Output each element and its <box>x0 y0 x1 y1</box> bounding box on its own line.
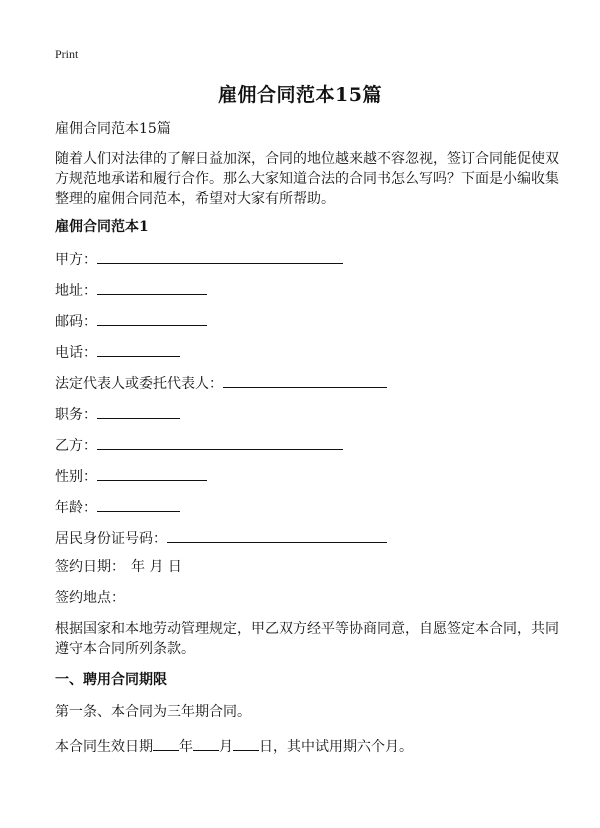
field-label: 性别： <box>55 469 97 485</box>
document-subtitle: 雇佣合同范本15篇 <box>55 121 171 137</box>
fill-in-blank <box>167 526 387 543</box>
field-label: 签约地点： <box>55 590 125 606</box>
effective-year: 年 <box>179 739 193 755</box>
chapter-heading: 一、聘用合同期限 <box>55 672 167 688</box>
fill-in-blank <box>97 247 343 264</box>
print-link[interactable]: Print <box>55 47 79 61</box>
field-sign-date <box>55 557 182 577</box>
fill-in-blank <box>97 464 207 481</box>
article-1: 第一条、本合同为三年期合同。 <box>55 704 251 720</box>
fill-in-blank <box>97 278 207 295</box>
field-postcode <box>55 309 207 332</box>
field-label: 签约日期： <box>55 559 125 575</box>
fill-in-blank <box>153 734 179 751</box>
effective-month: 月 <box>219 739 233 755</box>
fill-in-blank <box>223 371 387 388</box>
field-label: 年龄： <box>55 500 97 516</box>
field-gender <box>55 464 207 487</box>
fill-in-blank <box>97 402 180 419</box>
intro-paragraph <box>55 149 559 209</box>
field-label: 邮码： <box>55 314 97 330</box>
intro-line-3: 整理的雇佣合同范本，希望对大家有所帮助。 <box>55 191 335 207</box>
fill-in-blank <box>233 734 259 751</box>
field-sign-place <box>55 588 125 608</box>
field-legal-rep <box>55 371 387 394</box>
field-age <box>55 495 180 518</box>
effective-day-suffix: 日，其中试用期六个月。 <box>259 739 413 755</box>
field-position <box>55 402 180 425</box>
field-label: 乙方： <box>55 438 97 454</box>
field-address <box>55 278 207 301</box>
field-phone <box>55 340 180 363</box>
basis-line-2: 遵守本合同所列条款。 <box>55 641 195 657</box>
field-label: 电话： <box>55 345 97 361</box>
fill-in-blank <box>97 340 180 357</box>
effective-date-line <box>55 734 413 757</box>
intro-line-1: 随着人们对法律的了解日益加深，合同的地位越来越不容忽视，签订合同能促使双 <box>55 151 559 167</box>
field-label: 职务： <box>55 407 97 423</box>
field-label: 法定代表人或委托代表人： <box>55 376 223 392</box>
intro-line-2: 方规范地承诺和履行合作。那么大家知道合法的合同书怎么写吗？下面是小编收集 <box>55 171 559 187</box>
fill-in-blank <box>97 495 180 512</box>
field-label: 甲方： <box>55 252 97 268</box>
field-party-a <box>55 247 343 270</box>
field-label: 居民身份证号码： <box>55 531 167 547</box>
fill-in-blank <box>193 734 219 751</box>
sign-date-value: 年 月 日 <box>131 559 182 575</box>
fill-in-blank <box>97 309 207 326</box>
document-title: 雇佣合同范本15篇 <box>218 84 382 106</box>
field-label: 地址： <box>55 283 97 299</box>
basis-line-1: 根据国家和本地劳动管理规定，甲乙双方经平等协商同意，自愿签定本合同，共同 <box>55 621 559 637</box>
field-party-b <box>55 433 343 456</box>
section-heading: 雇佣合同范本1 <box>55 219 149 235</box>
fill-in-blank <box>97 433 343 450</box>
effective-prefix: 本合同生效日期 <box>55 739 153 755</box>
field-id-number <box>55 526 387 549</box>
basis-paragraph <box>55 619 559 659</box>
